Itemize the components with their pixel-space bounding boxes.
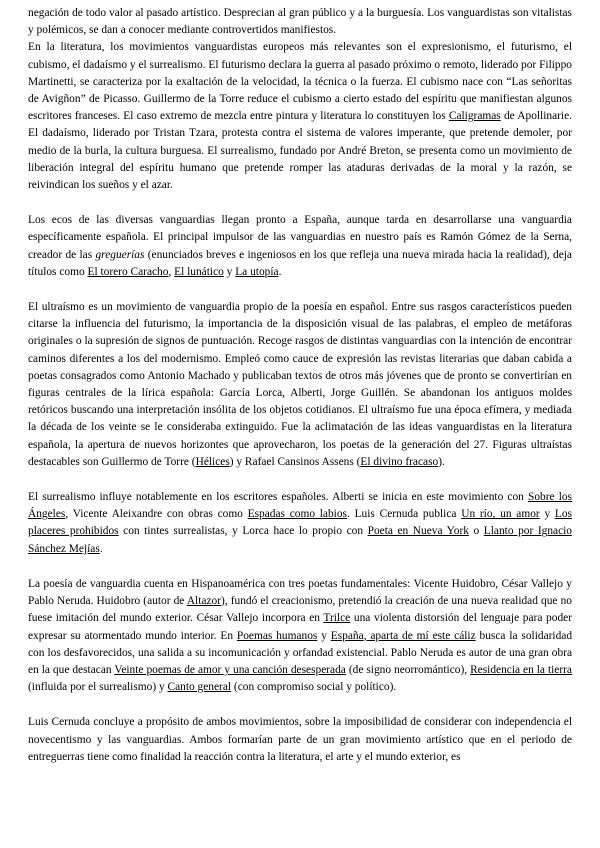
- text-run: una violenta distorsión del lenguaje para poder expresar su atormentado mundo interior. En: [28, 612, 572, 642]
- text-run: con tintes surrealistas, y Lorca hace lo propio con: [118, 525, 368, 538]
- title-reference: Un río, un amor: [461, 508, 540, 521]
- text-run: ,: [168, 265, 175, 278]
- paragraph-4: [28, 299, 572, 471]
- text-run: Los ecos de las diversas vanguardias llegan pronto a España, aunque tarda en desarrollarse una vanguardia específicamente española. El principal impulsor de las vanguardias en nuestro país es Ramón Gómez de la Serna, creador de las: [28, 214, 572, 261]
- text-run: de Apollinarie. El dadaísmo, liderado por Tristan Tzara, protesta contra el sistema de valores imperante, que pretende demoler, por medio de la burla, la cultura burguesa. El surrealismo, fundado por André Breton, se presenta como un movimiento de liberación integral del espíritu humano que pretende romper las ataduras derivadas de la moral y la razón, se reivindican los sueños y el azar.: [28, 110, 572, 192]
- text-run: (con compromiso social y político).: [231, 681, 397, 694]
- text-run: . Luis Cernuda publica: [346, 508, 462, 521]
- text-run: y: [317, 629, 331, 642]
- text-run: (influida por el surrealismo) y: [28, 681, 168, 694]
- title-reference: Residencia en la tierra: [470, 663, 572, 676]
- paragraph-2: [28, 39, 572, 194]
- text-run: o: [468, 525, 484, 538]
- text-run: (de signo neorromántico),: [345, 663, 471, 676]
- title-reference: Los placeres prohibidos: [28, 508, 572, 538]
- paragraph-spacer: [28, 281, 572, 299]
- title-reference: Sobre los Ángeles: [28, 491, 572, 521]
- title-reference: Llanto por Ignacio Sánchez Mejías: [28, 525, 572, 555]
- paragraph-1: [28, 5, 572, 39]
- paragraph-3: [28, 212, 572, 281]
- paragraph-5: [28, 489, 572, 558]
- italic-term: greguerías: [95, 248, 145, 261]
- text-run: ), fundó el creacionismo, pretendió la creación de una nueva realidad que no fuese imitación del mundo exterior. César Vallejo incorpora en: [28, 595, 572, 625]
- title-reference: Poeta en Nueva York: [367, 525, 469, 538]
- text-run: (enunciados breves e ingeniosos en los que refleja una nueva mirada hacia la realidad), deja títulos como: [28, 248, 572, 278]
- paragraph-7: [28, 714, 572, 766]
- paragraph-spacer: [28, 558, 572, 576]
- title-reference: Trilce: [323, 612, 351, 625]
- text-run: La poesía de vanguardia cuenta en Hispanoamérica con tres poetas fundamentales: Vicente Huidobro, César Vallejo y Pablo Neruda. Huidobro (autor de: [28, 577, 572, 608]
- title-reference: Espadas como labios: [247, 508, 347, 521]
- text-run: busca la solidaridad con los desfavorecidos, una salida a su incomunicación y orfandad existencial. Pablo Neruda es autor de una gran obra en la que destacan: [28, 629, 573, 676]
- text-run: .: [278, 265, 282, 278]
- title-reference: Caligramas: [448, 110, 501, 123]
- title-reference: El lunático: [174, 265, 224, 278]
- text-run: ) y Rafael Cansinos Assens (: [229, 455, 361, 468]
- title-reference: La utopía: [235, 265, 279, 278]
- title-reference: Poemas humanos: [236, 629, 318, 642]
- text-run: El surrealismo influye notablemente en los escritores españoles. Alberti se inicia en este movimiento con: [28, 491, 528, 504]
- title-reference: Altazor: [186, 595, 221, 608]
- text-run: ).: [438, 455, 445, 468]
- text-run: El ultraísmo es un movimiento de vanguardia propio de la poesía en español. Entre sus rasgos característicos pueden citarse la influencia del futurismo, la importancia de la disposición visual de las palabras, el empleo de metáforas originales o la supresión de signos de puntuación. Recoge rasgos de distintas vanguardias con la intención de encontrar caminos diferentes a los del modernismo. Empleó como cauce de expresión las revistas literarias que daban cabida a poetas consagrados como Antonio Machado y publicaban textos de otros más jóvenes que de pronto se convertirían en figuras centrales de la lírica española: García Lorca, Alberti, Jorge Guillén. Se abandonan los antiguos moldes retóricos buscando una interpretación insólita de los objetos cotidianos. El ultraísmo fue una época efímera, y mediada la década de los veinte se le consideraba extinguido. Fue la aclimatación de las ideas vanguardistas en la literatura española, la apertura de nuevos horizontes que aprovecharon, los poetas de la generación del 27. Figuras ultraístas destacables son Guillermo de Torre (: [28, 301, 572, 468]
- title-reference: Hélices: [195, 455, 230, 468]
- text-run: En la literatura, los movimientos vanguardistas europeos más relevantes son el expresionismo, el futurismo, el cubismo, el dadaísmo y el surrealismo. El futurismo declara la guerra al pasado próximo o remoto, liderado por Filippo Martinetti, se caracteriza por la exaltación de la velocidad, la técnica o la fuerza. El cubismo nace con “Las señoritas de Avigñon” de Picasso. Guillermo de la Torre reduce el cubismo a cierto estado del espíritu que manifiestan algunos escritores franceses. El caso extremo de mezcla entre pintura y literatura lo constituyen los: [28, 41, 572, 123]
- title-reference: El torero Caracho: [87, 265, 169, 278]
- text-run: negación de todo valor al pasado artístico. Desprecian al gran público y a la burguesía. Los vanguardistas son vitalistas y polémicos, se dan a conocer mediante controvertidos manifiestos.: [28, 7, 572, 37]
- paragraph-spacer: [28, 696, 572, 714]
- text-run: .: [99, 542, 103, 555]
- text-run: , Vicente Aleixandre con obras como: [65, 508, 248, 521]
- text-run: Luis Cernuda concluye a propósito de ambos movimientos, sobre la imposibilidad de considerar con independencia el novecentismo y las vanguardias. Ambos formarían parte de un gran movimiento artístico que en el periodo de entreguerras tiene como finalidad la reacción contra la literatura, el arte y el mundo exterior, es: [28, 716, 572, 763]
- title-reference: Veinte poemas de amor y una canción desesperada: [114, 663, 346, 676]
- paragraph-spacer: [28, 194, 572, 212]
- paragraph-spacer: [28, 471, 572, 489]
- title-reference: El divino fracaso: [360, 455, 439, 468]
- paragraph-6: [28, 576, 572, 696]
- text-run: y: [539, 508, 555, 521]
- title-reference: Canto general: [167, 681, 232, 694]
- text-run: y: [223, 265, 236, 278]
- title-reference: España, aparta de mí este cáliz: [330, 629, 476, 642]
